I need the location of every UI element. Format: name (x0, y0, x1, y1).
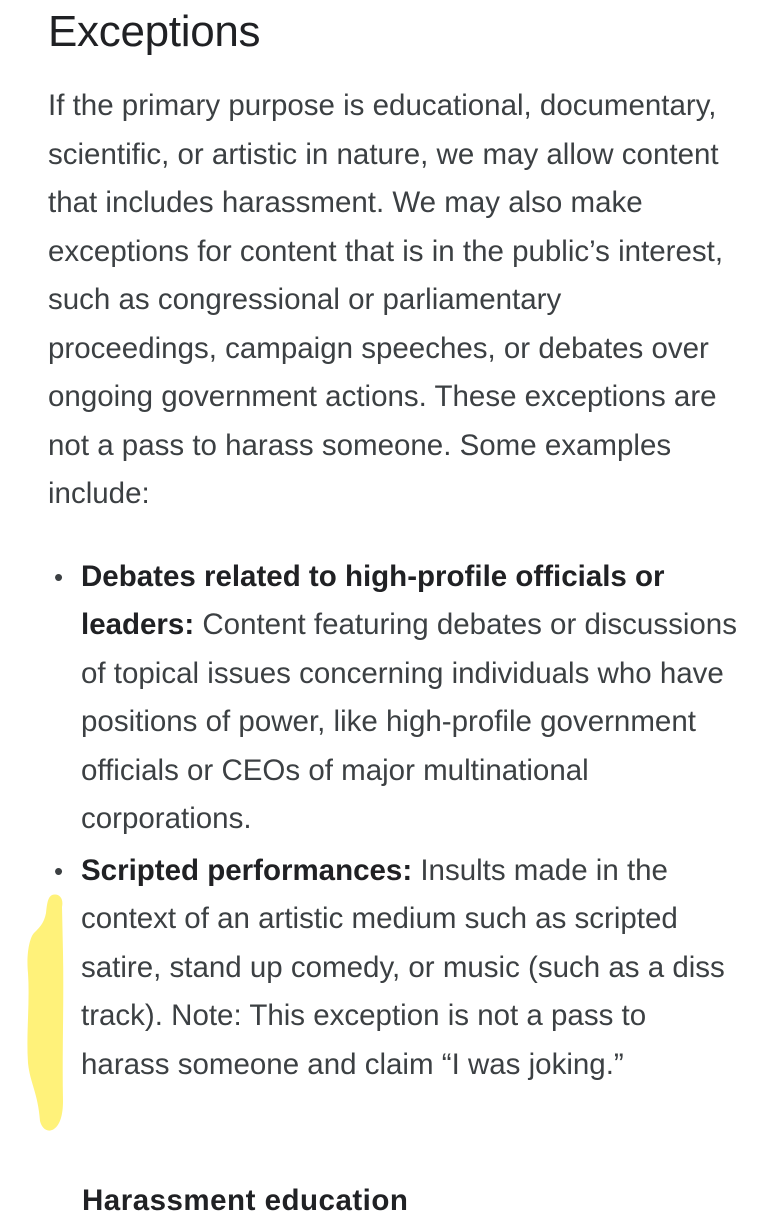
example-term: Debates related to high-profile officials or leaders: (81, 559, 665, 641)
example-term: Scripted performances: (81, 853, 413, 887)
section-intro-paragraph: If the primary purpose is educational, documentary, scientific, or artistic in nature, we may allow content that includes harassment. We may also make exceptions for content that is in the public’s interest, such as congressional or parliamentary proceedings, campaign speeches, or debates over ongoing government actions. These exceptions are not a pass to harass someone. Some examples include: (48, 89, 724, 510)
bullet-dot-icon: • (54, 855, 64, 886)
policy-content (48, 0, 738, 1092)
list-item (48, 847, 738, 1090)
examples-list (48, 553, 738, 1090)
section-heading: Exceptions (48, 7, 261, 56)
bullet-dot-icon: • (54, 561, 64, 592)
list-item (48, 553, 738, 844)
example-description: Insults made in the context of an artistic medium such as scripted satire, stand up comedy, or music (such as a diss track). Note: This exception is not a pass to harass someone and claim “I was joking.” (81, 853, 725, 1081)
example-description: Content featuring debates or discussions of topical issues concerning individuals who have positions of power, like high-profile government officials or CEOs of major multinational corporations. (81, 608, 737, 835)
next-item-partial: Harassment education (82, 1184, 409, 1217)
